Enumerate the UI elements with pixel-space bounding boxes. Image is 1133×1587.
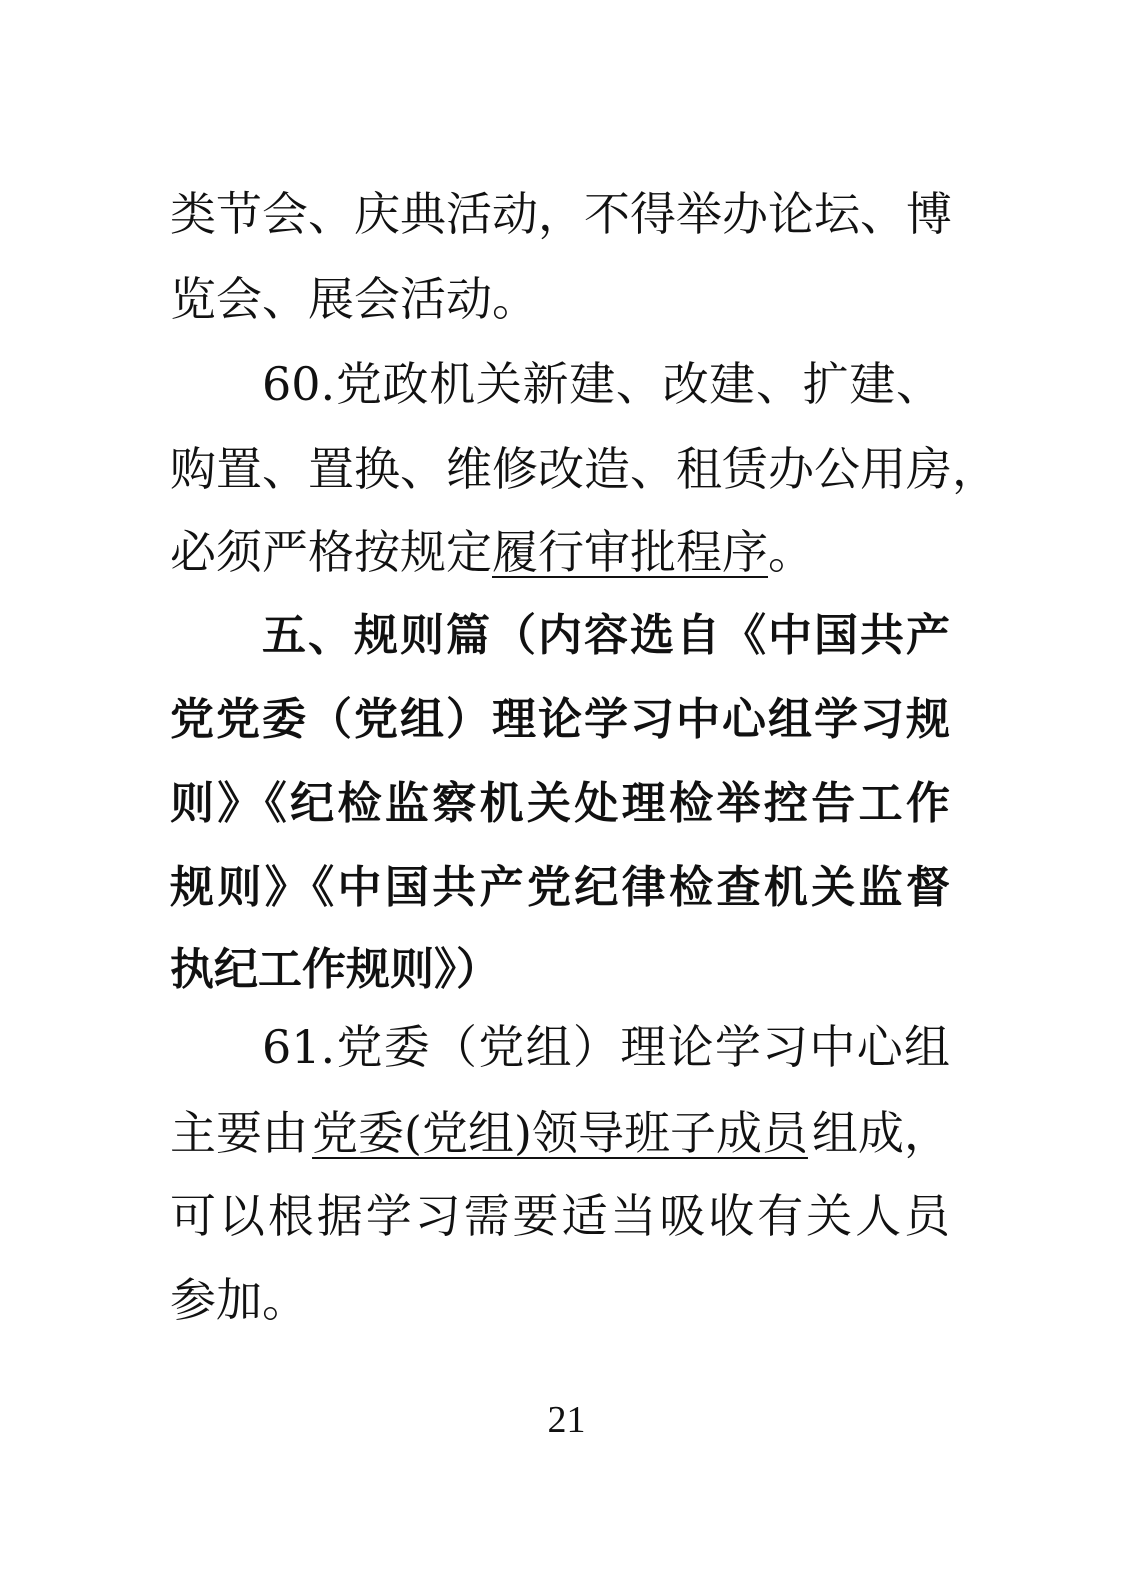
para-59-line-1: 类节会、庆典活动，不得举办论坛、博 [170, 187, 952, 241]
section-5-heading-line-4: 规则》《中国共产党纪律检查机关监督 [170, 862, 950, 913]
para-60-line-3 [170, 524, 814, 580]
page-number: 21 [547, 1399, 586, 1441]
section-5-heading-line-5: 执纪工作规则》） [170, 944, 500, 995]
para-61-line-2-text: 主要由 [170, 1106, 308, 1160]
para-61-line-2-end: 组成， [812, 1106, 950, 1160]
para-60-line-1: 60.党政机关新建、改建、扩建、 [262, 357, 942, 411]
para-60-line-2: 购置、置换、维修改造、租赁办公用房， [170, 442, 998, 496]
underlined-leadership-members: 党委(党组)领导班子成员 [312, 1106, 808, 1160]
para-61-line-1: 61.党委（党组）理论学习中心组 [262, 1020, 950, 1074]
para-60-line-3-end: 。 [768, 525, 814, 579]
section-5-heading-line-3: 则》《纪检监察机关处理检举控告工作 [170, 778, 950, 829]
para-59-line-2: 览会、展会活动。 [170, 272, 538, 326]
para-61-line-4: 参加。 [170, 1273, 308, 1327]
para-61-line-3: 可以根据学习需要适当吸收有关人员 [170, 1189, 950, 1243]
underlined-approval-procedure: 履行审批程序 [492, 525, 768, 579]
section-5-heading-line-1: 五、规则篇（内容选自《中国共产 [262, 610, 950, 661]
section-5-heading-line-2: 党党委（党组）理论学习中心组学习规 [170, 694, 950, 745]
para-61-line-2 [170, 1105, 950, 1161]
para-60-line-3-text: 必须严格按规定 [170, 525, 492, 579]
